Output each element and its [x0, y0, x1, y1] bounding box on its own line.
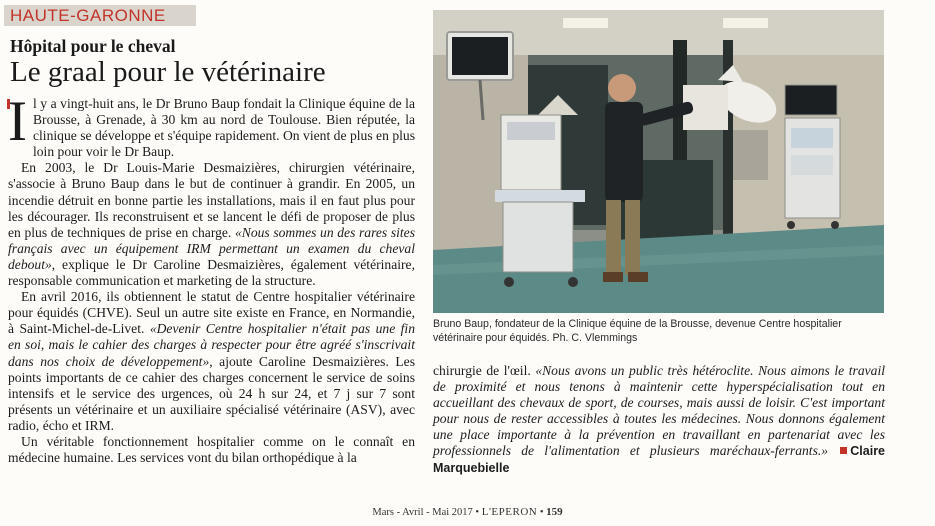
- clinic-photo: [433, 10, 884, 313]
- region-label: HAUTE-GARONNE: [10, 6, 166, 25]
- article-column-left: [8, 90, 416, 466]
- footer-page-number: 159: [546, 506, 563, 518]
- quote-public: «Nous avons un public très hétéroclite. Nous aimons le travail de proximité et nous tenons à maintenir cette hyperspécialisation tout en accueillant des chevaux de sport, de courses, mais aussi de loisir. C'est important pour nous de rester accessibles à toutes les médecines. Nous donnons également une place importante à la prévention en travaillant en partenariat avec les professionnels de l'alimentation et plusieurs maréchaux-ferrants.»: [433, 363, 886, 459]
- photo-caption: Bruno Baup, fondateur de la Clinique équine de la Brousse, devenue Centre hospitalier vétérinaire pour équidés. Ph. C. Vlemmings: [433, 318, 842, 344]
- paragraph-5: chirurgie de l'œil. «Nous avons un public très hétéroclite. Nous aimons le travail de proximité et nous tenons à maintenir cette hyperspécialisation tout en accueillant des chevaux de sport, de courses, mais aussi de loisir. C'est important pour nous de rester accessibles à toutes les médecines. Nous donnons également une place importante à la prévention en travaillant en partenariat avec les professionnels de l'alimentation et plusieurs maréchaux-ferrants.» Claire Marquebielle: [433, 363, 886, 475]
- page-footer: [0, 506, 935, 518]
- footer-separator-icon: •: [539, 507, 547, 518]
- author-marker-icon: [840, 447, 847, 454]
- quote-irm: «Nous sommes un des rares sites français avec un équipement IRM permettant un examen du cheval debout»: [8, 224, 415, 272]
- author-name: Claire Marquebielle: [433, 444, 886, 475]
- quote-chve: «Devenir Centre hospitalier n'était pas une fin en soi, mais le cahier des charges à respecter pour être agréé s'inscrivait dans nos choix de développement»: [8, 321, 415, 369]
- drop-cap: I: [8, 90, 27, 153]
- article-kicker: Hôpital pour le cheval: [10, 36, 176, 56]
- article-column-right: [433, 363, 885, 476]
- clinic-photo-illustration: [433, 10, 884, 313]
- paragraph-4: Un véritable fonctionnement hospitalier comme on le connaît en médecine humaine. Les services vont du bilan orthopédique à la: [8, 433, 415, 466]
- footer-magazine: L'EPERON: [481, 506, 538, 518]
- article-headline: Le graal pour le vétérinaire: [10, 56, 326, 88]
- paragraph-2: En 2003, le Dr Louis-Marie Desmaizières, chirurgien vétérinaire, s'associe à Bruno Baup dans le but de continuer à grandir. En 2005, un incendie détruit en bonne partie les installations, mais il en faut plus pour les décourager. Ils reconstruisent et se lancent le défi de proposer de plus en plus de techniques de prise en charge. «Nous sommes un des rares sites français avec un équipement IRM permettant un examen du cheval debout», explique le Dr Caroline Desmaizières, également vétérinaire, responsable communication et marketing de la structure.: [8, 160, 415, 289]
- paragraph-1: Il y a vingt-huit ans, le Dr Bruno Baup fondait la Clinique équine de la Brousse, à Grenade, à 30 km au nord de Toulouse. Bien réputée, la clinique se développe et s'équipe rapidement. On vient de plus en plus loin pour voir le Dr Baup.: [8, 90, 415, 160]
- paragraph-3: En avril 2016, ils obtiennent le statut de Centre hospitalier vétérinaire pour équidés (CHVE). Seul un autre site existe en France, en Normandie, à Saint-Michel-de-Livet. «Devenir Centre hospitalier n'était pas une fin en soi, mais le cahier des charges à respecter pour être agréé s'inscrivait dans nos choix de développement», ajoute Caroline Desmaizières. Les points importants de ce cahier des charges concernent le service de soins intensifs et le service des urgences, où 24 h sur 24, et 7 j sur 7 sont présents un vétérinaire et un auxiliaire spécialisé vétérinaire (ASV), avec radio, écho et IRM.: [8, 289, 416, 433]
- footer-issue: Mars - Avril - Mai 2017: [372, 507, 473, 518]
- footer-separator-icon: •: [475, 507, 482, 518]
